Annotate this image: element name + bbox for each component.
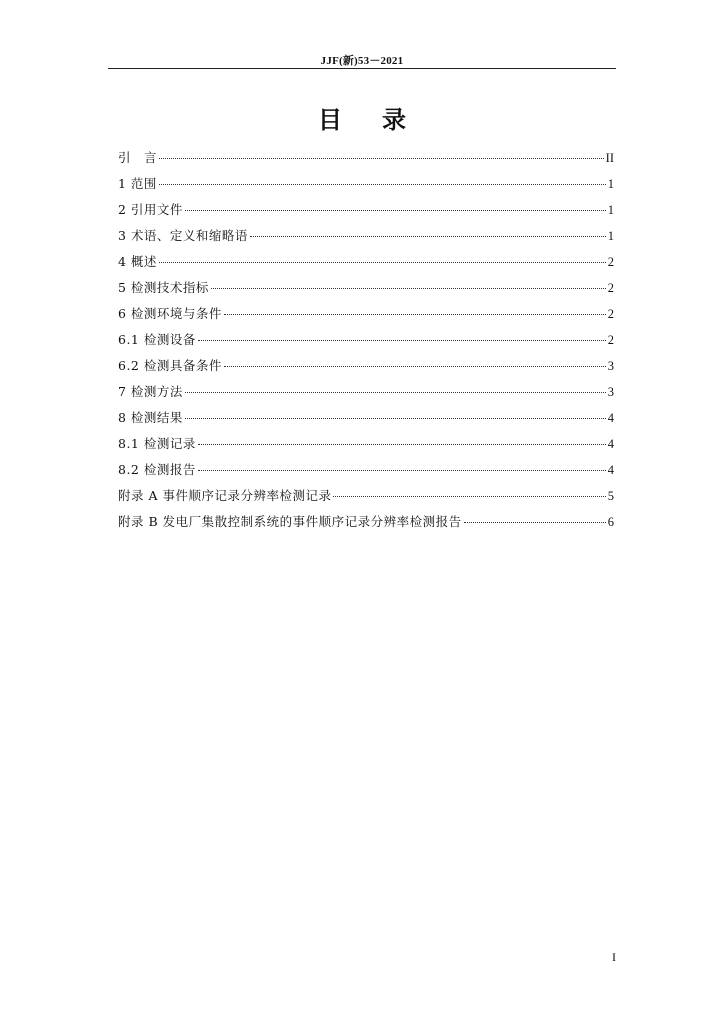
toc-entry-page: II bbox=[605, 151, 614, 165]
toc-entry-label: 附录 A 事件顺序记录分辨率检测记录 bbox=[118, 488, 332, 503]
toc-entry-report[interactable] bbox=[118, 460, 614, 486]
dot-leader bbox=[185, 418, 606, 419]
toc-entry-label: 6.1 检测设备 bbox=[118, 332, 196, 347]
toc-entry-page: 1 bbox=[607, 177, 614, 191]
page-number: I bbox=[612, 950, 616, 964]
toc-entry-page: 6 bbox=[607, 515, 614, 529]
toc-entry-scope[interactable] bbox=[118, 174, 614, 200]
toc-entry-page: 2 bbox=[607, 333, 614, 347]
toc-entry-label: 6 检测环境与条件 bbox=[118, 306, 222, 321]
dot-leader bbox=[224, 366, 606, 367]
dot-leader bbox=[333, 496, 605, 497]
toc-entry-references[interactable] bbox=[118, 200, 614, 226]
toc-entry-appendix-a[interactable] bbox=[118, 486, 614, 512]
dot-leader bbox=[250, 236, 606, 237]
toc-entry-technical-indicators[interactable] bbox=[118, 278, 614, 304]
dot-leader bbox=[198, 444, 606, 445]
toc-entry-page: 1 bbox=[607, 203, 614, 217]
toc-entry-page: 3 bbox=[607, 359, 614, 373]
toc-entry-methods[interactable] bbox=[118, 382, 614, 408]
toc-entry-label: 5 检测技术指标 bbox=[118, 280, 209, 295]
toc-entry-conditions[interactable] bbox=[118, 356, 614, 382]
toc-entry-label: 2 引用文件 bbox=[118, 202, 183, 217]
dot-leader bbox=[185, 392, 606, 393]
toc-entry-page: 2 bbox=[607, 255, 614, 269]
toc-entry-results[interactable] bbox=[118, 408, 614, 434]
dot-leader bbox=[159, 262, 606, 263]
toc-entry-page: 2 bbox=[607, 281, 614, 295]
toc-entry-page: 4 bbox=[607, 411, 614, 425]
toc-entry-label: 8.1 检测记录 bbox=[118, 436, 196, 451]
dot-leader bbox=[159, 184, 606, 185]
toc-entry-foreword[interactable] bbox=[118, 148, 614, 174]
dot-leader bbox=[211, 288, 606, 289]
dot-leader bbox=[198, 470, 606, 471]
toc-entry-page: 5 bbox=[607, 489, 614, 503]
toc-entry-overview[interactable] bbox=[118, 252, 614, 278]
toc-entry-label: 8 检测结果 bbox=[118, 410, 183, 425]
toc-entry-page: 4 bbox=[607, 437, 614, 451]
toc-entry-records[interactable] bbox=[118, 434, 614, 460]
table-of-contents bbox=[118, 148, 614, 538]
toc-entry-terms[interactable] bbox=[118, 226, 614, 252]
toc-title: 目录 bbox=[318, 106, 446, 134]
toc-entry-page: 4 bbox=[607, 463, 614, 477]
dot-leader bbox=[224, 314, 606, 315]
toc-entry-equipment[interactable] bbox=[118, 330, 614, 356]
header-divider bbox=[108, 68, 616, 69]
toc-entry-label: 8.2 检测报告 bbox=[118, 462, 196, 477]
toc-entry-appendix-b[interactable] bbox=[118, 512, 614, 538]
toc-entry-label: 6.2 检测具备条件 bbox=[118, 358, 222, 373]
toc-entry-page: 2 bbox=[607, 307, 614, 321]
toc-entry-page: 1 bbox=[607, 229, 614, 243]
toc-entry-page: 3 bbox=[607, 385, 614, 399]
toc-entry-label: 引 言 bbox=[118, 150, 158, 165]
dot-leader bbox=[464, 522, 606, 523]
toc-entry-label: 7 检测方法 bbox=[118, 384, 183, 399]
dot-leader bbox=[198, 340, 606, 341]
toc-entry-label: 4 概述 bbox=[118, 254, 157, 269]
dot-leader bbox=[159, 158, 604, 159]
toc-entry-label: 1 范围 bbox=[118, 176, 157, 191]
document-code-header: JJF(新)53－2021 bbox=[320, 55, 404, 67]
toc-entry-label: 3 术语、定义和缩略语 bbox=[118, 228, 248, 243]
toc-entry-label: 附录 B 发电厂集散控制系统的事件顺序记录分辨率检测报告 bbox=[118, 514, 462, 529]
dot-leader bbox=[185, 210, 606, 211]
toc-entry-environment[interactable] bbox=[118, 304, 614, 330]
